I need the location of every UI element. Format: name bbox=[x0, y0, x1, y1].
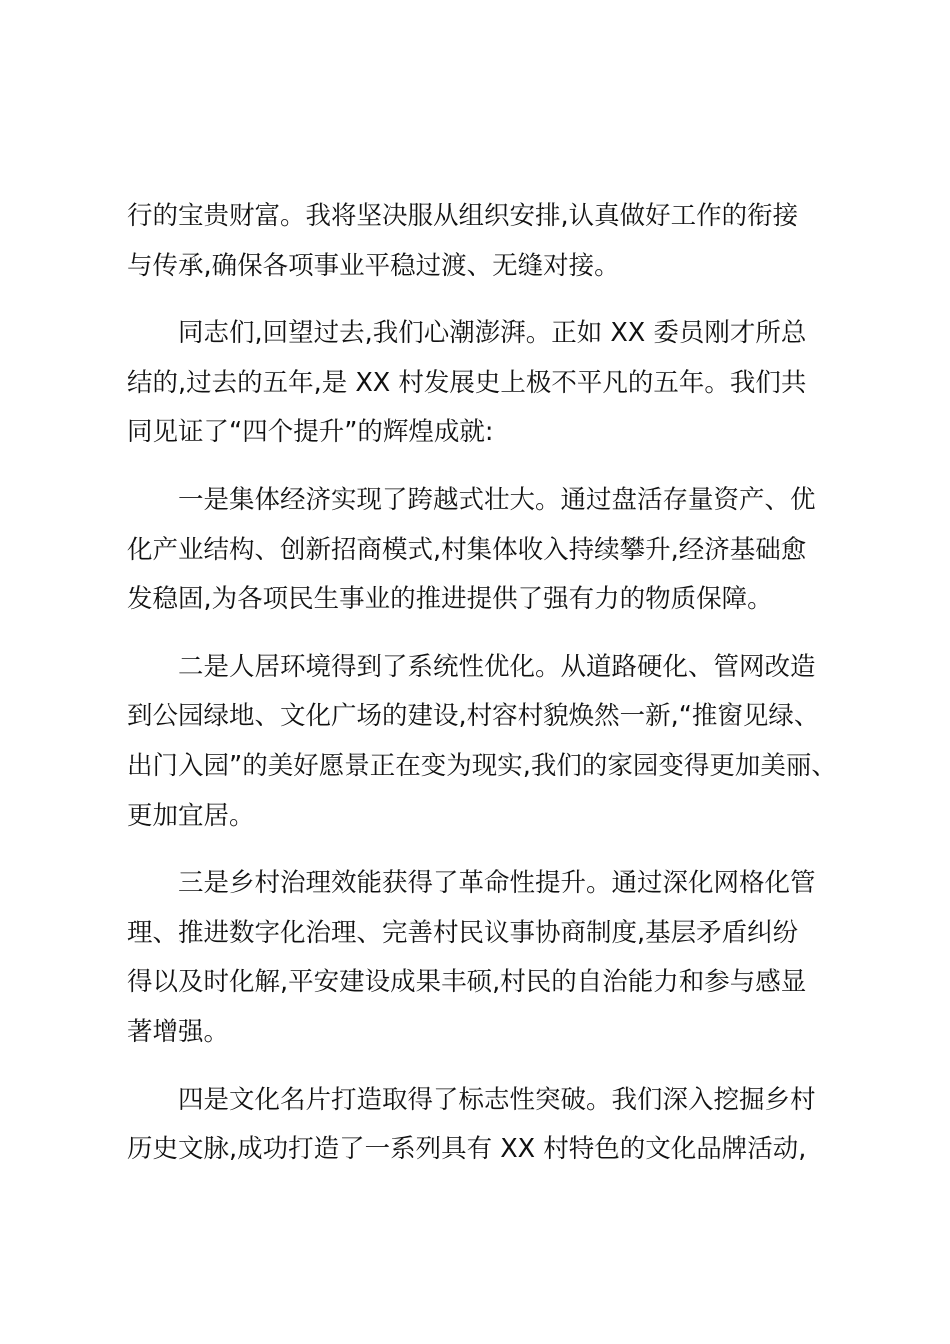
paragraph-line: 著增强。 bbox=[127, 1016, 230, 1047]
paragraph-line: 三是乡村治理效能获得了革命性提升。通过深化网格化管 bbox=[178, 868, 816, 899]
paragraph-line: 得以及时化解,平安建设成果丰硕,村民的自治能力和参与感显 bbox=[127, 967, 807, 998]
paragraph-line: 历史文脉,成功打造了一系列具有 XX 村特色的文化品牌活动, bbox=[127, 1134, 807, 1165]
paragraph-line: 与传承,确保各项事业平稳过渡、无缝对接。 bbox=[127, 250, 620, 281]
paragraph-3 bbox=[127, 476, 827, 625]
paragraph-line: 更加宜居。 bbox=[127, 800, 255, 831]
paragraph-5 bbox=[127, 859, 827, 1057]
paragraph-line: 同志们,回望过去,我们心潮澎湃。正如 XX 委员刚才所总 bbox=[178, 318, 807, 349]
paragraph-line: 发稳固,为各项民生事业的推进提供了强有力的物质保障。 bbox=[127, 584, 773, 615]
document-body bbox=[127, 192, 837, 1193]
paragraph-2 bbox=[127, 309, 827, 458]
paragraph-4 bbox=[127, 643, 837, 841]
paragraph-line: 结的,过去的五年,是 XX 村发展史上极不平凡的五年。我们共 bbox=[127, 367, 807, 398]
paragraph-line: 理、推进数字化治理、完善村民议事协商制度,基层矛盾纠纷 bbox=[127, 917, 799, 948]
paragraph-line: 二是人居环境得到了系统性优化。从道路硬化、管网改造 bbox=[178, 651, 816, 682]
paragraph-1 bbox=[127, 192, 827, 291]
paragraph-line: 到公园绿地、文化广场的建设,村容村貌焕然一新,“推窗见绿、 bbox=[127, 701, 820, 732]
paragraph-6 bbox=[127, 1076, 827, 1175]
paragraph-line: 四是文化名片打造取得了标志性突破。我们深入挖掘乡村 bbox=[178, 1084, 816, 1115]
paragraph-line: 同见证了“四个提升”的辉煌成就: bbox=[127, 417, 494, 448]
paragraph-line: 化产业结构、创新招商模式,村集体收入持续攀升,经济基础愈 bbox=[127, 534, 807, 565]
paragraph-line: 出门入园”的美好愿景正在变为现实,我们的家园变得更加美丽、 bbox=[127, 750, 837, 781]
paragraph-line: 行的宝贵财富。我将坚决服从组织安排,认真做好工作的衔接 bbox=[127, 201, 799, 231]
paragraph-line: 一是集体经济实现了跨越式壮大。通过盘活存量资产、优 bbox=[178, 484, 816, 515]
